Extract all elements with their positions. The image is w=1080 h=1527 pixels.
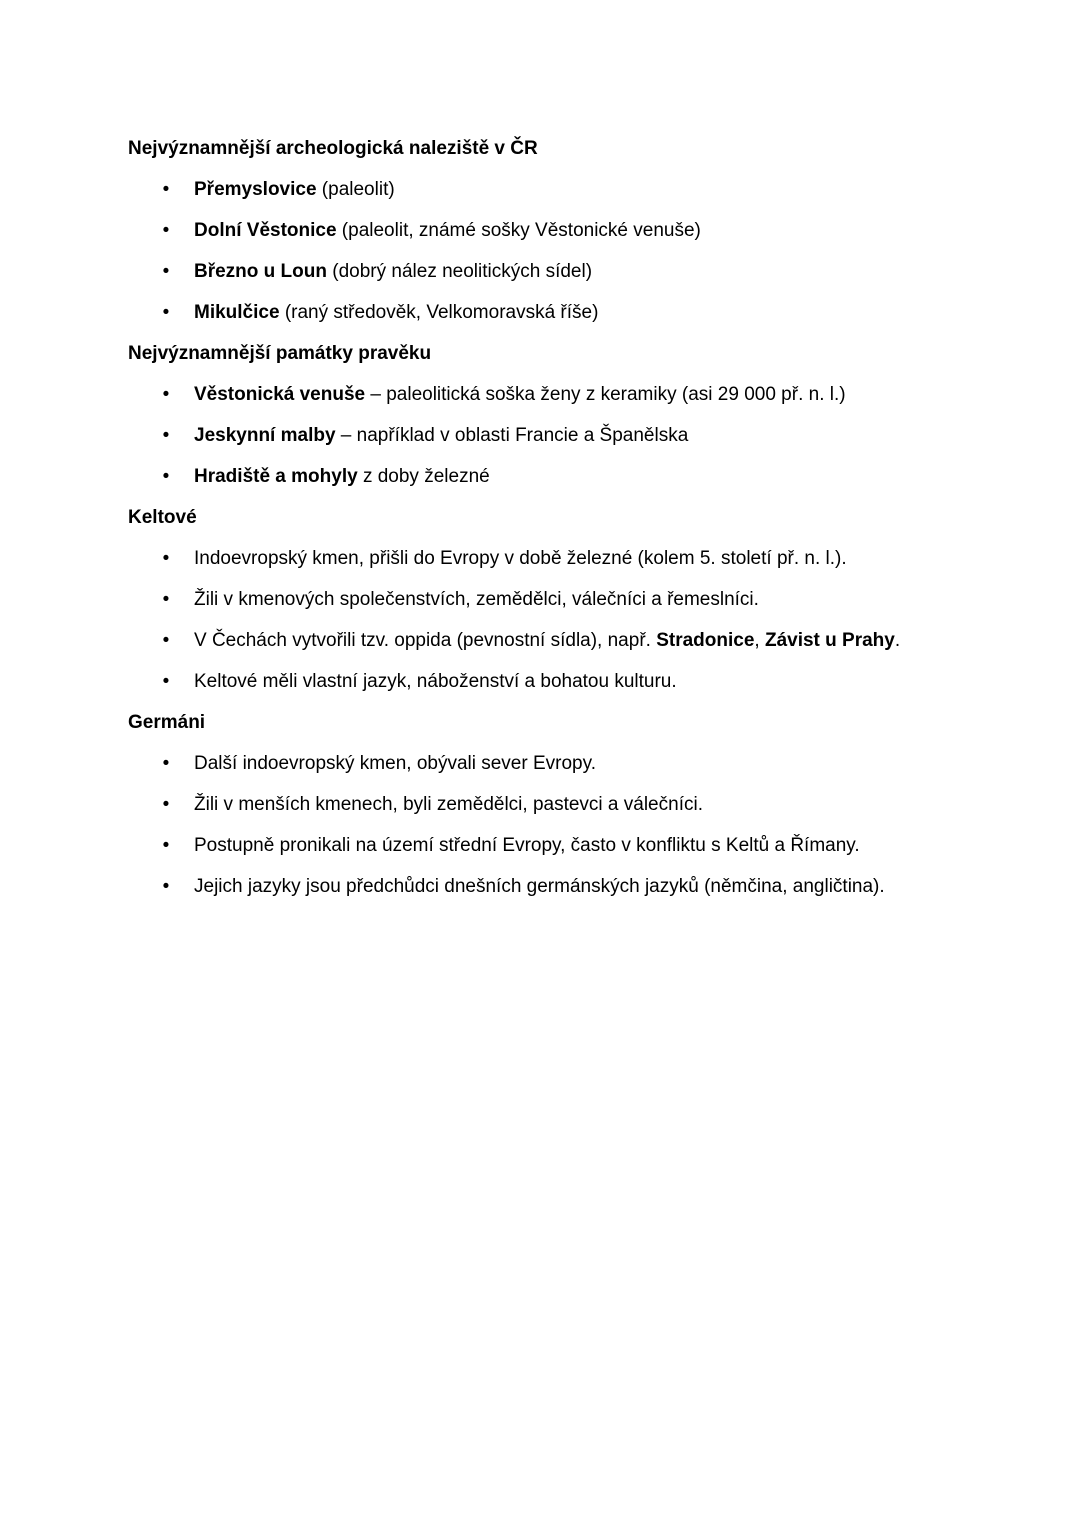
list-item (128, 169, 948, 210)
bullet-list (128, 374, 948, 497)
section-germans (128, 702, 948, 907)
item-text: . (894, 630, 901, 651)
bullet-icon: • (162, 630, 170, 651)
item-term: Mikulčice (194, 302, 280, 323)
document-content (128, 128, 948, 907)
section-celts (128, 497, 948, 702)
item-text: Keltové měli vlastní jazyk, náboženství a bohatou kulturu. (194, 671, 677, 692)
item-text: – například v oblasti Francie a Španělska (335, 425, 689, 446)
bullet-icon: • (162, 384, 170, 405)
bullet-list (128, 743, 948, 907)
bullet-icon: • (162, 548, 170, 569)
section-heading: Keltové (128, 507, 197, 528)
bullet-icon: • (162, 302, 170, 323)
bullet-icon: • (162, 835, 170, 856)
item-term: Stradonice (656, 630, 755, 651)
item-text: V Čechách vytvořili tzv. oppida (pevnostní sídla), např. (194, 630, 657, 651)
list-item (128, 210, 948, 251)
list-item (128, 620, 948, 661)
list-item (128, 866, 948, 907)
bullet-icon: • (162, 425, 170, 446)
item-term: Hradiště a mohyly (194, 466, 358, 487)
item-text: Další indoevropský kmen, obývali sever Evropy. (194, 753, 596, 774)
item-term: Přemyslovice (194, 179, 317, 200)
item-text: – paleolitická soška ženy z keramiky (asi 29 000 př. n. l.) (365, 384, 846, 405)
bullet-icon: • (162, 589, 170, 610)
list-item (128, 374, 948, 415)
list-item (128, 251, 948, 292)
item-text: (raný středověk, Velkomoravská říše) (279, 302, 599, 323)
bullet-icon: • (162, 179, 170, 200)
section-heading: Nejvýznamnější archeologická naleziště v ČR (128, 138, 538, 159)
bullet-icon: • (162, 671, 170, 692)
item-text: Žili v menších kmenech, byli zemědělci, pastevci a válečníci. (194, 794, 703, 815)
bullet-icon: • (162, 220, 170, 241)
item-text: , (754, 630, 765, 651)
list-item (128, 743, 948, 784)
item-term: Věstonická venuše (194, 384, 366, 405)
list-item (128, 415, 948, 456)
section-heading: Germáni (128, 712, 206, 733)
list-item (128, 292, 948, 333)
item-text: (dobrý nález neolitických sídel) (326, 261, 593, 282)
item-term: Březno u Loun (194, 261, 327, 282)
bullet-icon: • (162, 466, 170, 487)
item-text: (paleolit, známé sošky Věstonické venuše) (336, 220, 701, 241)
item-text: Žili v kmenových společenstvích, zemědělci, válečníci a řemeslníci. (194, 589, 759, 610)
item-term: Jeskynní malby (194, 425, 336, 446)
section-archaeological-sites (128, 128, 948, 333)
item-text: Postupně pronikali na území střední Evropy, často v konfliktu s Keltů a Římany. (194, 835, 860, 856)
list-item (128, 825, 948, 866)
bullet-icon: • (162, 794, 170, 815)
section-heading: Nejvýznamnější památky pravěku (128, 343, 432, 364)
item-text: Indoevropský kmen, přišli do Evropy v době železné (kolem 5. století př. n. l.). (194, 548, 847, 569)
item-term: Dolní Věstonice (194, 220, 337, 241)
section-prehistoric-monuments (128, 333, 948, 497)
bullet-list (128, 169, 948, 333)
bullet-list (128, 538, 948, 702)
list-item (128, 661, 948, 702)
item-text: z doby železné (357, 466, 490, 487)
item-text: (paleolit) (316, 179, 395, 200)
list-item (128, 456, 948, 497)
item-text: Jejich jazyky jsou předchůdci dnešních germánských jazyků (němčina, angličtina). (194, 876, 885, 897)
list-item (128, 579, 948, 620)
list-item (128, 784, 948, 825)
item-term: Závist u Prahy (764, 630, 895, 651)
list-item (128, 538, 948, 579)
bullet-icon: • (162, 753, 170, 774)
bullet-icon: • (162, 876, 170, 897)
bullet-icon: • (162, 261, 170, 282)
